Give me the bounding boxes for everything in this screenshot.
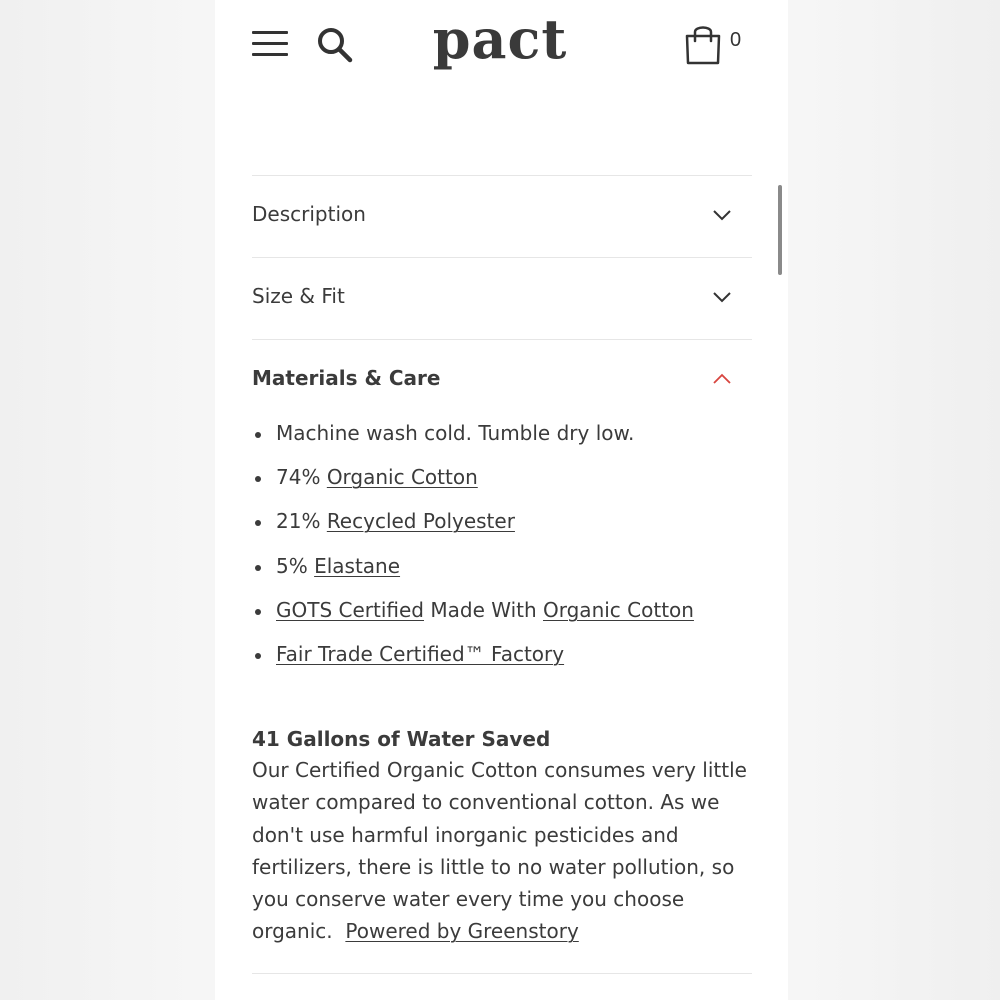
materials-care-content xyxy=(252,421,752,975)
cart-count[interactable]: 0 xyxy=(730,29,742,51)
product-details-accordion xyxy=(252,175,752,975)
hamburger-menu-icon[interactable] xyxy=(252,31,288,57)
material-link[interactable]: Elastane xyxy=(314,553,401,578)
material-list-item xyxy=(252,598,752,642)
material-list-item xyxy=(252,642,752,686)
water-saved-text xyxy=(252,754,752,947)
material-list-item xyxy=(252,509,752,553)
accordion-title: Materials & Care xyxy=(252,366,441,390)
material-link[interactable]: GOTS Certified xyxy=(276,597,424,622)
chevron-down-icon xyxy=(712,208,732,222)
materials-list xyxy=(252,421,752,686)
material-list-item xyxy=(252,421,752,465)
chevron-up-icon xyxy=(712,372,732,386)
powered-by-greenstory-link[interactable]: Powered by Greenstory xyxy=(345,919,579,944)
material-link[interactable]: Fair Trade Certified™ Factory xyxy=(276,641,565,666)
brand-logo[interactable]: pact xyxy=(432,7,568,71)
shopping-bag-icon[interactable] xyxy=(683,22,723,66)
water-saved-body: Our Certified Organic Cotton consumes very little water compared to conventional cotton. As we don't use harmful inorganic pesticides and fertilizers, there is little to no water pollution, so you conserve water every time you choose organic. xyxy=(252,758,747,944)
accordion-item-materials-care xyxy=(252,339,752,975)
chevron-down-icon xyxy=(712,290,732,304)
accordion-title: Size & Fit xyxy=(252,284,345,308)
accordion-title: Description xyxy=(252,202,366,226)
material-link[interactable]: Organic Cotton xyxy=(543,597,694,622)
accordion-item-description xyxy=(252,175,752,257)
material-list-item xyxy=(252,554,752,598)
materials-care-toggle[interactable] xyxy=(252,340,752,421)
material-text: Made With xyxy=(424,597,543,622)
material-text: 21% xyxy=(276,509,327,534)
material-text: Machine wash cold. Tumble dry low. xyxy=(276,421,635,445)
scrollbar[interactable] xyxy=(778,185,782,275)
size-fit-toggle[interactable] xyxy=(252,258,752,339)
site-header xyxy=(215,0,788,90)
section-divider xyxy=(252,973,752,974)
material-link[interactable]: Recycled Polyester xyxy=(326,509,515,534)
water-saved-title: 41 Gallons of Water Saved xyxy=(252,727,551,752)
description-toggle[interactable] xyxy=(252,176,752,257)
accordion-item-size-fit xyxy=(252,257,752,339)
material-text: 5% xyxy=(276,553,315,578)
mobile-viewport xyxy=(215,0,788,1000)
material-text: 74% xyxy=(276,465,327,490)
material-list-item xyxy=(252,465,752,509)
material-link[interactable]: Organic Cotton xyxy=(326,465,478,490)
search-icon[interactable] xyxy=(315,25,355,65)
